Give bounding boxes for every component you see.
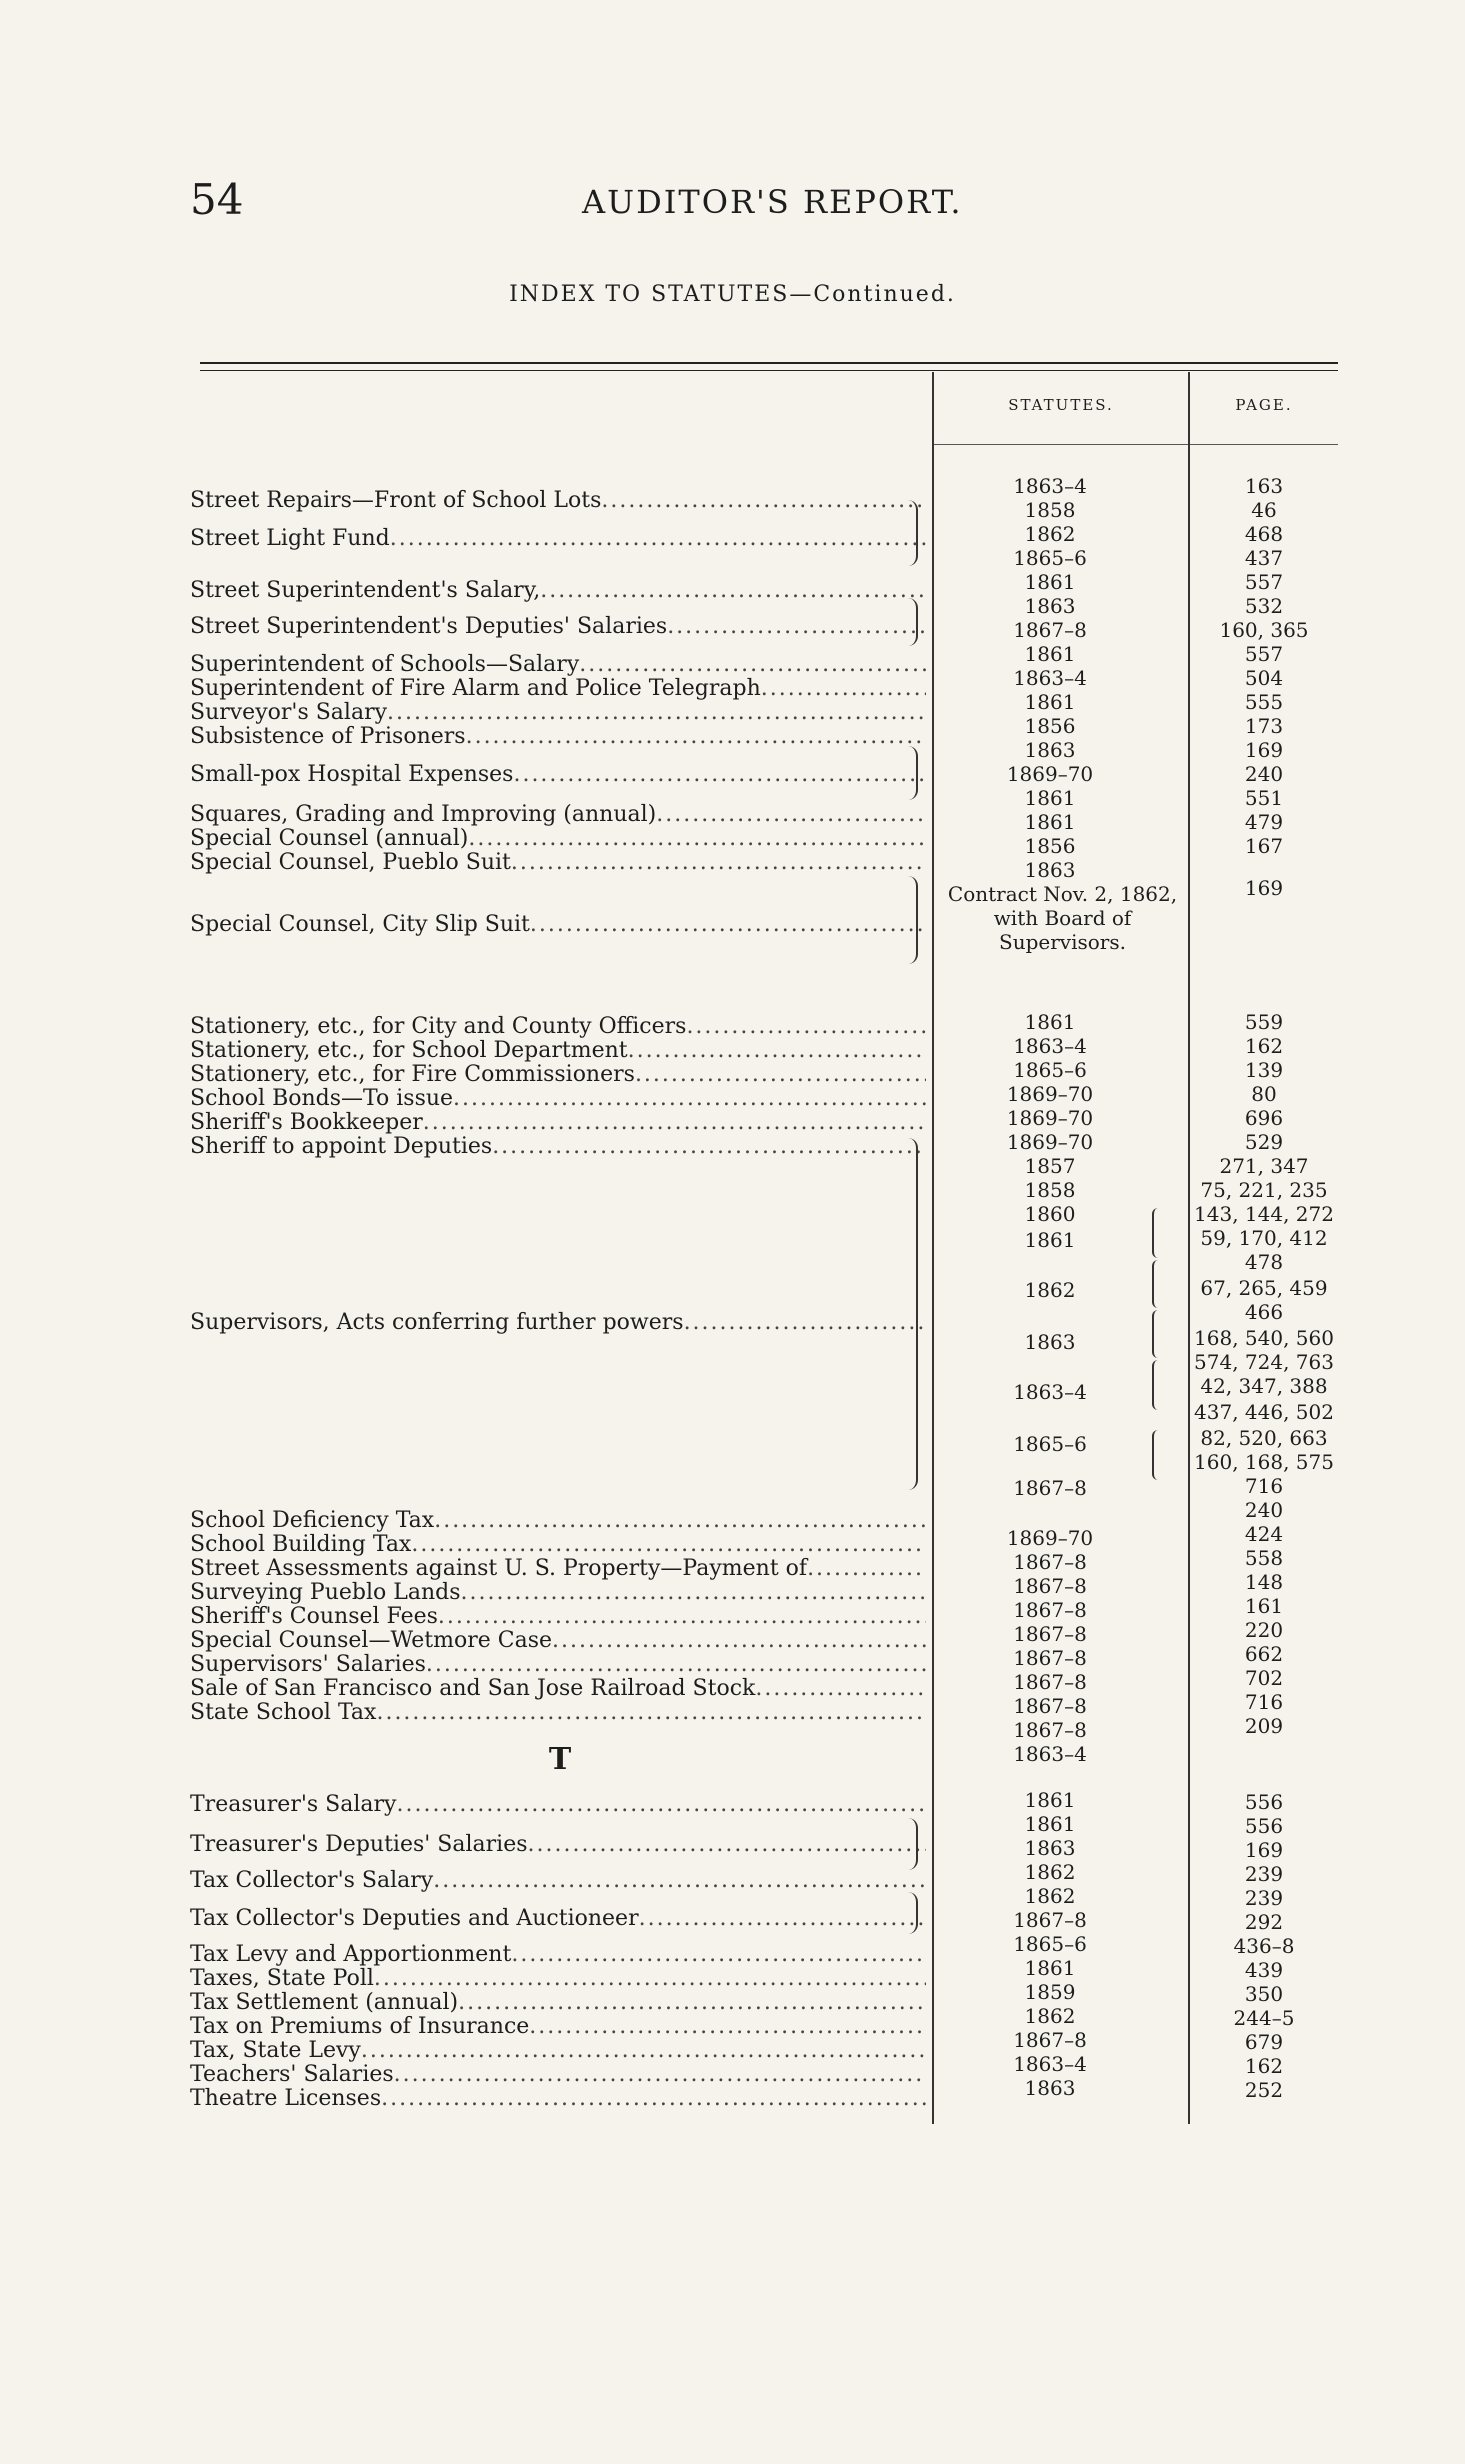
page-ref: 555 bbox=[1244, 690, 1284, 714]
statute-year: 1863–4 bbox=[1013, 1380, 1087, 1404]
index-entry bbox=[190, 1792, 926, 1818]
index-entry-label: Stationery, etc., for School Department bbox=[190, 1038, 628, 1063]
dot-leader bbox=[458, 1990, 926, 2015]
index-entry-label: Superintendent of Fire Alarm and Police Telegraph bbox=[190, 676, 761, 701]
brace-mark bbox=[906, 746, 918, 800]
page-ref: 662 bbox=[1244, 1642, 1284, 1666]
index-entry bbox=[190, 1556, 926, 1582]
dot-leader bbox=[656, 802, 926, 827]
statute-year: 1856 bbox=[1024, 834, 1076, 858]
brace-mark bbox=[1152, 1360, 1160, 1410]
brace-mark bbox=[906, 1818, 918, 1870]
dot-leader bbox=[684, 1310, 926, 1335]
index-entry-label: Supervisors, Acts conferring further powers bbox=[190, 1310, 684, 1335]
page-ref: 160, 168, 575 bbox=[1194, 1450, 1334, 1474]
statute-year: 1861 bbox=[1024, 642, 1076, 666]
page-ref: 220 bbox=[1244, 1618, 1284, 1642]
brace-mark bbox=[906, 500, 918, 566]
statute-year: 1867–8 bbox=[1013, 1574, 1087, 1598]
statute-year: 1867–8 bbox=[1013, 1670, 1087, 1694]
statute-year: 1863 bbox=[1024, 858, 1076, 882]
dot-leader bbox=[387, 700, 926, 725]
page-ref: 679 bbox=[1244, 2030, 1284, 2054]
dot-leader bbox=[433, 1868, 926, 1893]
statute-year: 1861 bbox=[1024, 1010, 1076, 1034]
section-letter-t: T bbox=[548, 1742, 572, 1777]
index-entry-label: Superintendent of Schools—Salary bbox=[190, 652, 580, 677]
brace-mark bbox=[1152, 1430, 1160, 1480]
dot-leader bbox=[423, 1110, 926, 1135]
page-ref: 161 bbox=[1244, 1594, 1284, 1618]
statute-year: 1863 bbox=[1024, 594, 1076, 618]
page-ref: 139 bbox=[1244, 1058, 1284, 1082]
page-ref: 162 bbox=[1244, 2054, 1284, 2078]
dot-leader bbox=[530, 912, 926, 937]
index-entry-label: Supervisors' Salaries bbox=[190, 1652, 426, 1677]
dot-leader bbox=[639, 1906, 926, 1931]
dot-leader bbox=[540, 578, 926, 603]
dot-leader bbox=[529, 2014, 926, 2039]
page-ref: 504 bbox=[1244, 666, 1284, 690]
statute-year: 1861 bbox=[1024, 1956, 1076, 1980]
page-ref: 529 bbox=[1244, 1130, 1284, 1154]
statute-year: 1867–8 bbox=[1013, 1694, 1087, 1718]
statute-year: 1862 bbox=[1024, 522, 1076, 546]
index-entry bbox=[190, 1014, 926, 1040]
brace-mark bbox=[1152, 1310, 1160, 1358]
dot-leader bbox=[453, 1086, 926, 1111]
top-rule-thin bbox=[200, 370, 1338, 371]
statute-year: 1856 bbox=[1024, 714, 1076, 738]
index-entry bbox=[190, 826, 926, 852]
index-entry bbox=[190, 1532, 926, 1558]
index-entry-label: Sale of San Francisco and San Jose Railroad Stock bbox=[190, 1676, 756, 1701]
page-ref: 556 bbox=[1244, 1814, 1284, 1838]
dot-leader bbox=[579, 652, 926, 677]
dot-leader bbox=[511, 1942, 926, 1967]
statute-year: 1867–8 bbox=[1013, 1550, 1087, 1574]
brace-mark bbox=[1152, 1208, 1160, 1258]
index-entry-label: Surveying Pueblo Lands bbox=[190, 1580, 461, 1605]
index-entry bbox=[190, 2062, 926, 2088]
index-entry-label: Street Assessments against U. S. Property—Payment of bbox=[190, 1556, 808, 1581]
page-ref: 167 bbox=[1244, 834, 1284, 858]
index-entry-label: Theatre Licenses bbox=[190, 2086, 382, 2111]
dot-leader bbox=[528, 1832, 926, 1857]
page-ref: 557 bbox=[1244, 570, 1284, 594]
page-ref: 163 bbox=[1244, 474, 1284, 498]
dot-leader bbox=[394, 2062, 926, 2087]
statute-year: 1869–70 bbox=[1006, 1526, 1094, 1550]
statute-year: 1862 bbox=[1024, 1278, 1076, 1302]
index-entry-label: Teachers' Salaries bbox=[190, 2062, 394, 2087]
statute-year: 1863 bbox=[1024, 738, 1076, 762]
dot-leader bbox=[807, 1556, 926, 1581]
index-entry bbox=[190, 1508, 926, 1534]
page-ref: 252 bbox=[1244, 2078, 1284, 2102]
index-entry bbox=[190, 526, 926, 552]
index-entry-label: Sheriff's Bookkeeper bbox=[190, 1110, 423, 1135]
statute-year: 1863 bbox=[1024, 2076, 1076, 2100]
dot-leader bbox=[628, 1038, 926, 1063]
page-ref: 574, 724, 763 bbox=[1194, 1350, 1334, 1374]
statute-year: 1861 bbox=[1024, 570, 1076, 594]
dot-leader bbox=[434, 1508, 926, 1533]
index-entry bbox=[190, 1868, 926, 1894]
statute-year: 1865–6 bbox=[1013, 1432, 1087, 1456]
index-entry-label: Surveyor's Salary bbox=[190, 700, 388, 725]
index-entry-label: Treasurer's Deputies' Salaries bbox=[190, 1832, 528, 1857]
index-entry-label: Street Superintendent's Salary, bbox=[190, 578, 541, 603]
statute-year: 1867–8 bbox=[1013, 1598, 1087, 1622]
page-ref: 239 bbox=[1244, 1886, 1284, 1910]
statute-year: 1863–4 bbox=[1013, 474, 1087, 498]
dot-leader bbox=[390, 526, 926, 551]
index-entry bbox=[190, 850, 926, 876]
index-entry-label: Small-pox Hospital Expenses bbox=[190, 762, 514, 787]
dot-leader bbox=[468, 826, 926, 851]
statute-year: 1862 bbox=[1024, 1860, 1076, 1884]
page-ref: 80 bbox=[1251, 1082, 1277, 1106]
page-ref: 46 bbox=[1251, 498, 1277, 522]
brace-mark bbox=[906, 876, 918, 964]
dot-leader bbox=[381, 2086, 926, 2111]
statute-year: 1861 bbox=[1024, 1812, 1076, 1836]
page-ref: 168, 540, 560 bbox=[1194, 1326, 1334, 1350]
statute-year: 1858 bbox=[1024, 498, 1076, 522]
statute-year: 1863–4 bbox=[1013, 2052, 1087, 2076]
index-entry-label: Stationery, etc., for Fire Commissioners bbox=[190, 1062, 635, 1087]
page-ref: 556 bbox=[1244, 1790, 1284, 1814]
index-entry bbox=[190, 2038, 926, 2064]
statute-year: 1857 bbox=[1024, 1154, 1076, 1178]
index-entry-label: Special Counsel (annual) bbox=[190, 826, 469, 851]
index-entry bbox=[190, 488, 926, 514]
page-ref: 209 bbox=[1244, 1714, 1284, 1738]
page-ref: 169 bbox=[1244, 1838, 1284, 1862]
dot-leader bbox=[511, 850, 926, 875]
statute-year: 1867–8 bbox=[1013, 1908, 1087, 1932]
index-entry bbox=[190, 700, 926, 726]
statute-year: 1863 bbox=[1024, 1330, 1076, 1354]
index-entry-label: Special Counsel—Wetmore Case bbox=[190, 1628, 553, 1653]
index-entry-label: Tax Settlement (annual) bbox=[190, 1990, 459, 2015]
dot-leader bbox=[461, 1580, 926, 1605]
dot-leader bbox=[513, 762, 926, 787]
page-ref: 468 bbox=[1244, 522, 1284, 546]
index-entry-label: Special Counsel, Pueblo Suit bbox=[190, 850, 511, 875]
index-entry-label: Tax on Premiums of Insurance bbox=[190, 2014, 530, 2039]
index-entry bbox=[190, 1906, 926, 1932]
index-entry bbox=[190, 1676, 926, 1702]
page-header-rule bbox=[1190, 444, 1338, 445]
dot-leader bbox=[635, 1062, 926, 1087]
index-entry bbox=[190, 1086, 926, 1112]
index-entry-label: Tax Levy and Apportionment bbox=[190, 1942, 512, 1967]
dot-leader bbox=[426, 1652, 926, 1677]
page-column-header: PAGE. bbox=[1235, 396, 1293, 414]
statute-year: 1863 bbox=[1024, 1836, 1076, 1860]
index-entry bbox=[190, 1990, 926, 2016]
dot-leader bbox=[552, 1628, 926, 1653]
statute-year: 1862 bbox=[1024, 1884, 1076, 1908]
index-entry bbox=[190, 676, 926, 702]
index-entry bbox=[190, 2014, 926, 2040]
statute-year: 1861 bbox=[1024, 1788, 1076, 1812]
index-entry bbox=[190, 2086, 926, 2112]
index-entry-label: Sheriff's Counsel Fees bbox=[190, 1604, 438, 1629]
index-entry bbox=[190, 1832, 926, 1858]
index-entry-label: State School Tax bbox=[190, 1700, 377, 1725]
page-ref: 160, 365 bbox=[1219, 618, 1309, 642]
page-ref: 716 bbox=[1244, 1474, 1284, 1498]
statute-year: 1858 bbox=[1024, 1178, 1076, 1202]
page-ref: 478 bbox=[1244, 1250, 1284, 1274]
index-entry bbox=[190, 614, 926, 640]
dot-leader bbox=[376, 1700, 926, 1725]
index-entry bbox=[190, 1110, 926, 1136]
statutes-column-header: STATUTES. bbox=[1008, 396, 1114, 414]
statute-year: 1867–8 bbox=[1013, 1476, 1087, 1500]
statute-year: Contract Nov. 2, 1862, with Board of Supervisors. bbox=[947, 882, 1178, 954]
index-entry-label: Special Counsel, City Slip Suit bbox=[190, 912, 530, 937]
page-ref: 239 bbox=[1244, 1862, 1284, 1886]
dot-leader bbox=[396, 1792, 926, 1817]
page-ref: 162 bbox=[1244, 1034, 1284, 1058]
dot-leader bbox=[466, 724, 926, 749]
page-ref: 173 bbox=[1244, 714, 1284, 738]
brace-mark bbox=[906, 1892, 918, 1934]
statute-year: 1863–4 bbox=[1013, 666, 1087, 690]
index-entry bbox=[190, 1652, 926, 1678]
dot-leader bbox=[755, 1676, 926, 1701]
index-entry bbox=[190, 1580, 926, 1606]
statute-year: 1869–70 bbox=[1006, 762, 1094, 786]
dot-leader bbox=[361, 2038, 926, 2063]
dot-leader bbox=[667, 614, 926, 639]
page-ref: 271, 347 bbox=[1219, 1154, 1309, 1178]
statute-year: 1861 bbox=[1024, 810, 1076, 834]
index-entry-label: Taxes, State Poll bbox=[190, 1966, 374, 1991]
page-ref: 437 bbox=[1244, 546, 1284, 570]
index-entry bbox=[190, 802, 926, 828]
index-entry-label: Street Repairs—Front of School Lots bbox=[190, 488, 602, 513]
index-entry bbox=[190, 1628, 926, 1654]
page-ref: 244–5 bbox=[1233, 2006, 1295, 2030]
page-ref: 143, 144, 272 bbox=[1194, 1202, 1334, 1226]
index-entry bbox=[190, 912, 926, 938]
index-subtitle: INDEX TO STATUTES—Continued. bbox=[509, 282, 956, 307]
page-ref: 67, 265, 459 bbox=[1200, 1276, 1328, 1300]
index-entry-label: School Deficiency Tax bbox=[190, 1508, 435, 1533]
statute-year: 1865–6 bbox=[1013, 1058, 1087, 1082]
index-entry bbox=[190, 762, 926, 788]
page-ref: 702 bbox=[1244, 1666, 1284, 1690]
dot-leader bbox=[686, 1014, 926, 1039]
index-entry-label: Tax, State Levy bbox=[190, 2038, 361, 2063]
page-ref: 59, 170, 412 bbox=[1200, 1226, 1328, 1250]
index-entry-label: Street Superintendent's Deputies' Salaries bbox=[190, 614, 668, 639]
page-ref: 716 bbox=[1244, 1690, 1284, 1714]
page-ref: 240 bbox=[1244, 762, 1284, 786]
statute-year: 1862 bbox=[1024, 2004, 1076, 2028]
page-header bbox=[0, 175, 1465, 235]
page-ref: 466 bbox=[1244, 1300, 1284, 1324]
running-head: AUDITOR'S REPORT. bbox=[582, 183, 963, 221]
dot-leader bbox=[411, 1532, 926, 1557]
index-entry-label: School Building Tax bbox=[190, 1532, 412, 1557]
index-entry-label: Treasurer's Salary bbox=[190, 1792, 397, 1817]
page-ref: 439 bbox=[1244, 1958, 1284, 1982]
page-number: 54 bbox=[190, 175, 244, 224]
statute-year: 1867–8 bbox=[1013, 618, 1087, 642]
statute-year: 1861 bbox=[1024, 690, 1076, 714]
index-entry bbox=[190, 1700, 926, 1726]
page-ref: 169 bbox=[1244, 876, 1284, 900]
index-entry-label: School Bonds—To issue bbox=[190, 1086, 454, 1111]
index-entry-label: Stationery, etc., for City and County Officers bbox=[190, 1014, 687, 1039]
index-entry-label: Squares, Grading and Improving (annual) bbox=[190, 802, 657, 827]
index-entry bbox=[190, 652, 926, 678]
brace-mark bbox=[906, 1138, 918, 1490]
index-entry bbox=[190, 1942, 926, 1968]
statute-year: 1869–70 bbox=[1006, 1106, 1094, 1130]
page-ref: 424 bbox=[1244, 1522, 1284, 1546]
index-entry bbox=[190, 1134, 926, 1160]
index-entry bbox=[190, 578, 926, 604]
page-ref: 350 bbox=[1244, 1982, 1284, 2006]
statute-year: 1860 bbox=[1024, 1202, 1076, 1226]
dot-leader bbox=[492, 1134, 926, 1159]
statute-year: 1867–8 bbox=[1013, 1646, 1087, 1670]
page-ref: 532 bbox=[1244, 594, 1284, 618]
statute-year: 1867–8 bbox=[1013, 1718, 1087, 1742]
dot-leader bbox=[374, 1966, 926, 1991]
statute-year: 1865–6 bbox=[1013, 546, 1087, 570]
index-entry bbox=[190, 1038, 926, 1064]
page-ref: 82, 520, 663 bbox=[1200, 1426, 1328, 1450]
statute-year: 1867–8 bbox=[1013, 1622, 1087, 1646]
index-entry bbox=[190, 1604, 926, 1630]
statute-year: 1863–4 bbox=[1013, 1034, 1087, 1058]
index-entry-label: Subsistence of Prisoners bbox=[190, 724, 466, 749]
page-ref: 240 bbox=[1244, 1498, 1284, 1522]
index-entry bbox=[190, 724, 926, 750]
statute-year: 1861 bbox=[1024, 1228, 1076, 1252]
page-ref: 437, 446, 502 bbox=[1194, 1400, 1334, 1424]
statute-year: 1867–8 bbox=[1013, 2028, 1087, 2052]
page-ref: 292 bbox=[1244, 1910, 1284, 1934]
page-ref: 559 bbox=[1244, 1010, 1284, 1034]
top-rule bbox=[200, 362, 1338, 364]
page-ref: 148 bbox=[1244, 1570, 1284, 1594]
statute-year: 1863–4 bbox=[1013, 1742, 1087, 1766]
brace-mark bbox=[1152, 1260, 1160, 1308]
page-ref: 558 bbox=[1244, 1546, 1284, 1570]
index-entry-label: Tax Collector's Salary bbox=[190, 1868, 434, 1893]
statute-year: 1869–70 bbox=[1006, 1082, 1094, 1106]
page-ref: 551 bbox=[1244, 786, 1284, 810]
brace-mark bbox=[906, 598, 918, 646]
index-entry-label: Tax Collector's Deputies and Auctioneer bbox=[190, 1906, 639, 1931]
page-ref: 169 bbox=[1244, 738, 1284, 762]
page-ref: 557 bbox=[1244, 642, 1284, 666]
statute-year: 1861 bbox=[1024, 786, 1076, 810]
page-ref: 436–8 bbox=[1233, 1934, 1295, 1958]
page-ref: 42, 347, 388 bbox=[1200, 1374, 1328, 1398]
page-ref: 479 bbox=[1244, 810, 1284, 834]
index-entry bbox=[190, 1062, 926, 1088]
dot-leader bbox=[761, 676, 926, 701]
index-entry-label: Street Light Fund bbox=[190, 526, 390, 551]
statute-year: 1865–6 bbox=[1013, 1932, 1087, 1956]
page-ref: 696 bbox=[1244, 1106, 1284, 1130]
dot-leader bbox=[438, 1604, 926, 1629]
dot-leader bbox=[601, 488, 926, 513]
column-divider-left bbox=[932, 372, 934, 2124]
page-ref: 75, 221, 235 bbox=[1200, 1178, 1328, 1202]
index-entry-label: Sheriff to appoint Deputies bbox=[190, 1134, 493, 1159]
index-entry bbox=[190, 1966, 926, 1992]
statute-year: 1859 bbox=[1024, 1980, 1076, 2004]
statute-year: 1869–70 bbox=[1006, 1130, 1094, 1154]
index-entry bbox=[190, 1310, 926, 1336]
statutes-header-rule bbox=[934, 444, 1188, 445]
